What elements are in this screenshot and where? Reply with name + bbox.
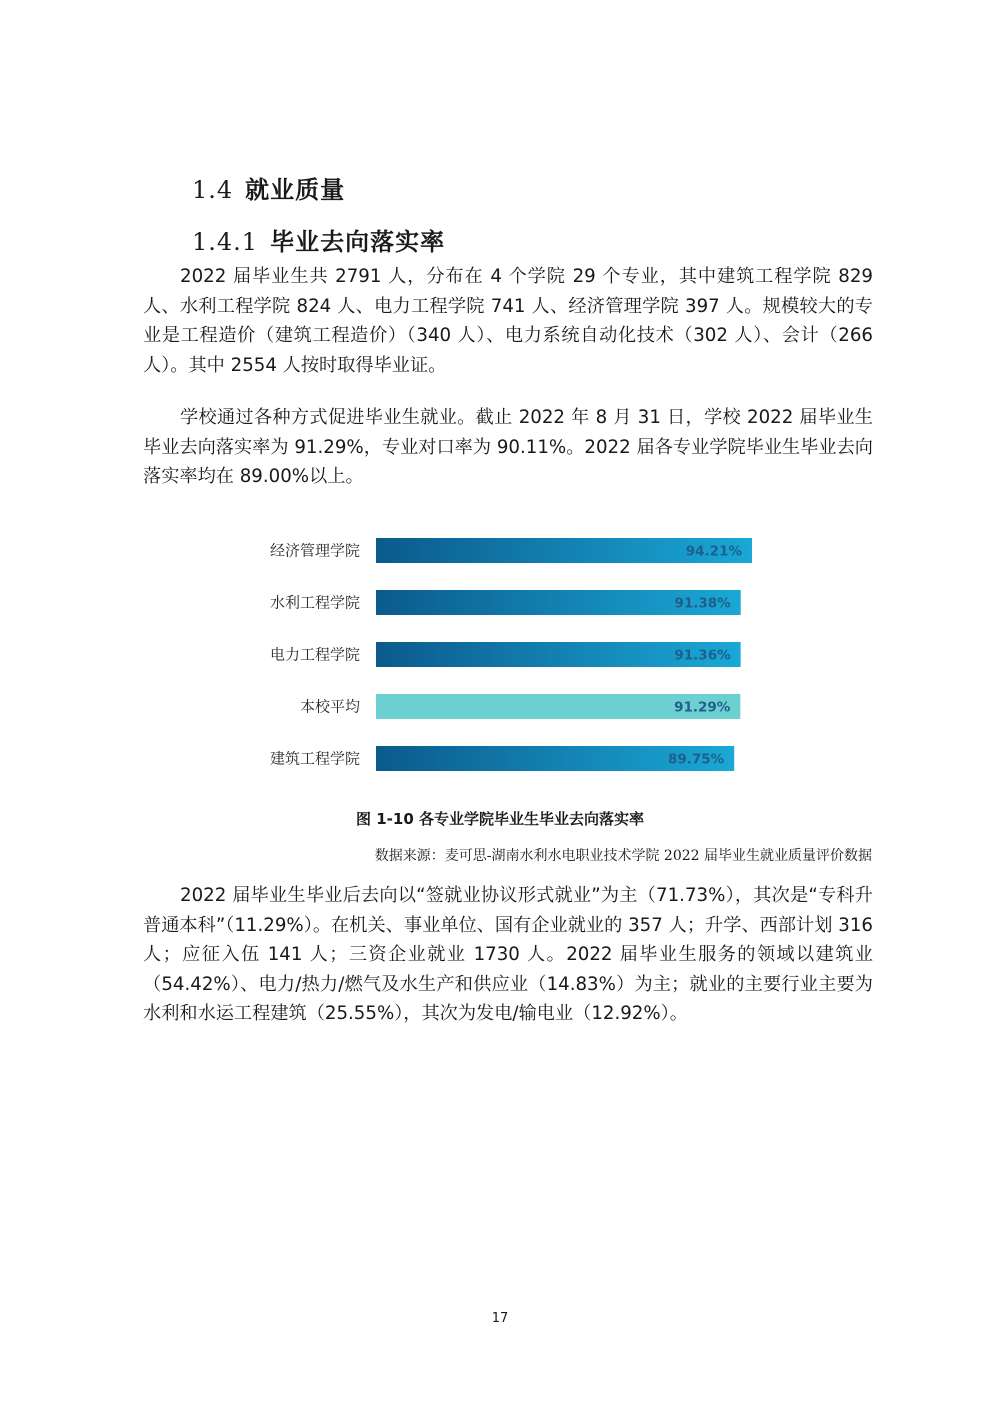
value-label: 94.21% xyxy=(685,543,742,560)
data-source-note: 数据来源：麦可思-湖南水利水电职业技术学院 2022 届毕业生就业质量评价数据 xyxy=(374,848,872,864)
employment-rate-bar-chart xyxy=(250,528,850,778)
section-number: 1.4 xyxy=(192,176,234,204)
value-label: 89.75% xyxy=(667,751,725,768)
paragraph-graduates-overview: 2022 届毕业生共 2791 人，分布在 4 个学院 29 个专业，其中建筑工程学院 829 人、水利工程学院 824 人、电力工程学院 741 人、经济管理学院 397 人。规模较大的专业是工程造价（建筑工程造价）（340 人）、电力系统自动化技术（302 人）、会计（266 人）。其中 2554 人按时取得毕业证。 xyxy=(143,266,873,376)
value-label: 91.38% xyxy=(674,595,731,612)
category-label: 本校平均 xyxy=(299,697,360,716)
category-label: 水利工程学院 xyxy=(269,593,360,612)
paragraph-employment-rate: 学校通过各种方式促进毕业生就业。截止 2022 年 8 月 31 日，学校 2022 届毕业生毕业去向落实率为 91.29%，专业对口率为 90.11%。2022 届各专业学院毕业生毕业去向落实率均在 89.00%以上。 xyxy=(143,407,873,487)
subsection-number: 1.4.1 xyxy=(192,228,259,256)
category-label: 电力工程学院 xyxy=(269,645,360,664)
figure-caption: 图 1-10 各专业学院毕业生毕业去向落实率 xyxy=(356,810,644,828)
subsection-title: 毕业去向落实率 xyxy=(270,228,446,256)
subsection-heading xyxy=(192,222,445,257)
page-number: 17 xyxy=(491,1311,509,1326)
value-label: 91.29% xyxy=(674,699,731,716)
category-label: 建筑工程学院 xyxy=(269,749,360,768)
section-heading xyxy=(192,170,345,205)
paragraph-employment-destinations: 2022 届毕业生毕业后去向以“签就业协议形式就业”为主（71.73%），其次是“专科升普通本科”（11.29%）。在机关、事业单位、国有企业就业的 357 人；升学、西部计划 316 人；应征入伍 141 人；三资企业就业 1730 人。2022 届毕业生服务的领域以建筑业（54.42%）、电力/热力/燃气及水生产和供应业（14.83%）为主；就业的主要行业主要为水利和水运工程建筑（25.55%），其次为发电/输电业（12.92%）。 xyxy=(143,885,873,1024)
chart-svg xyxy=(250,528,850,778)
section-title: 就业质量 xyxy=(245,176,346,204)
value-label: 91.36% xyxy=(674,647,731,664)
category-label: 经济管理学院 xyxy=(269,541,360,560)
